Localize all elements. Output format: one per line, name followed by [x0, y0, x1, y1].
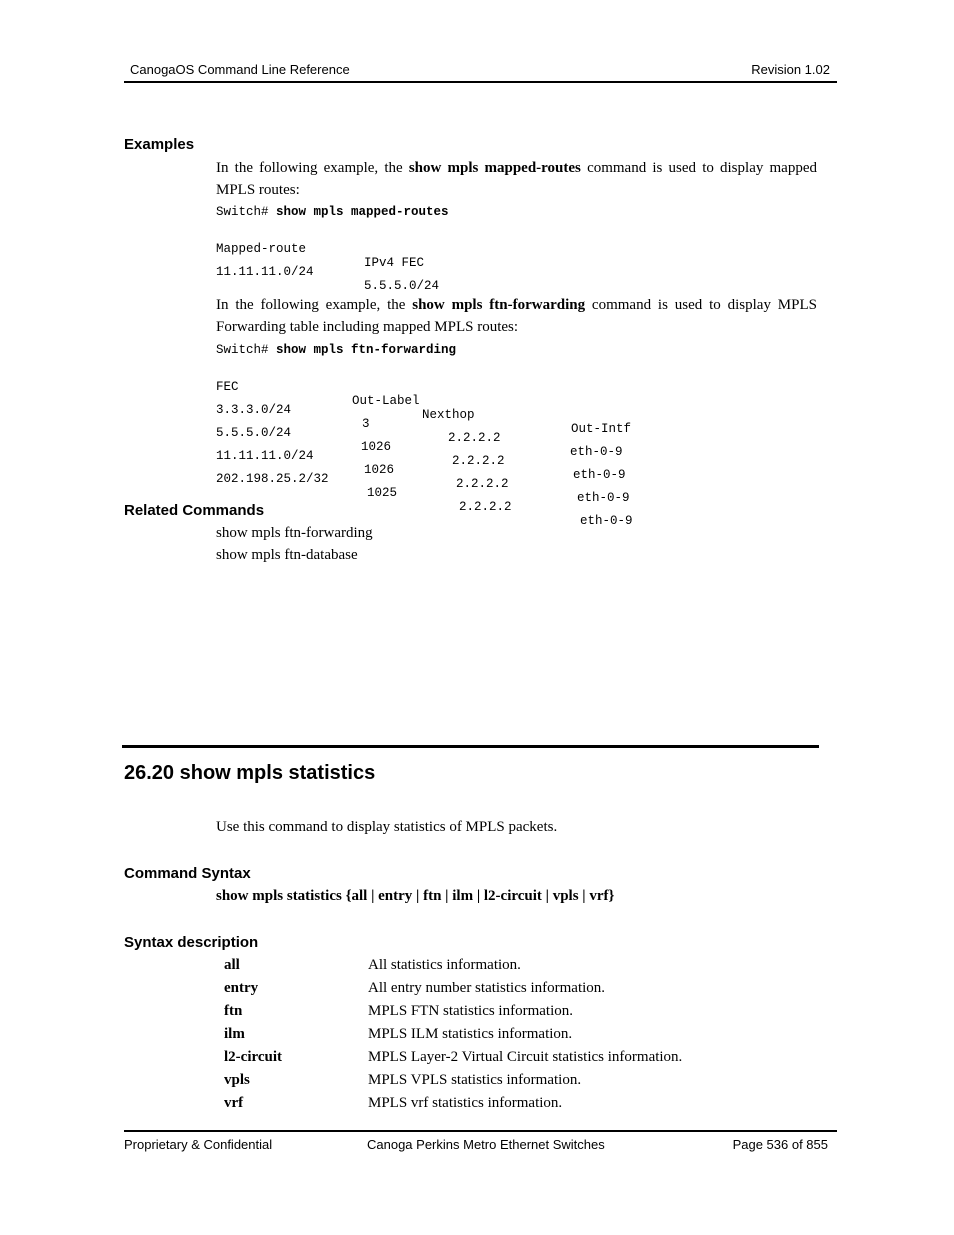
- syntax-definition: MPLS VPLS statistics information.: [368, 1072, 582, 1088]
- related-command-item: show mpls ftn-forwarding: [216, 525, 373, 541]
- related-commands-heading: Related Commands: [124, 502, 265, 519]
- header-rule: [124, 81, 837, 83]
- syntax-definition: MPLS Layer-2 Virtual Circuit statistics information.: [368, 1049, 683, 1065]
- syntax-term: ilm: [224, 1026, 245, 1042]
- code-header-row: FEC Out-Label Nexthop Out-Intf: [216, 380, 632, 436]
- syntax-definition: All entry number statistics information.: [368, 980, 606, 996]
- examples-paragraph-1: In the following example, the show mpls mapped-routes command is used to display mapped MPLS routes:: [216, 160, 817, 198]
- syntax-term: l2-circuit: [224, 1049, 283, 1065]
- code-row: 5.5.5.0/24 1026 2.2.2.2 eth-0-9: [216, 426, 626, 482]
- code-prompt-line-2: Switch# show mpls ftn-forwarding: [216, 343, 457, 357]
- code-row: Mapped-route IPv4 FEC: [216, 242, 425, 270]
- related-command-item: show mpls ftn-database: [216, 547, 358, 563]
- code-row: 3.3.3.0/24 3 2.2.2.2 eth-0-9: [216, 403, 623, 459]
- code-prompt-line-1: Switch# show mpls mapped-routes: [216, 205, 449, 219]
- footer-rule: [124, 1130, 837, 1132]
- syntax-term: all: [224, 957, 240, 973]
- examples-paragraph-2: In the following example, the show mpls ftn-forwarding command is used to display MPLS Forwarding table including mapped MPLS routes:: [216, 297, 817, 335]
- syntax-definition: MPLS vrf statistics information.: [368, 1095, 563, 1111]
- code-row: 11.11.11.0/24 1026 2.2.2.2 eth-0-9: [216, 449, 630, 505]
- section-rule: [122, 745, 819, 748]
- command-syntax-heading: Command Syntax: [124, 865, 251, 882]
- syntax-definition: MPLS FTN statistics information.: [368, 1003, 574, 1019]
- command-syntax-text: show mpls statistics {all | entry | ftn | ilm | l2-circuit | vpls | vrf}: [216, 888, 615, 904]
- examples-heading: Examples: [124, 136, 195, 153]
- code-row: 202.198.25.2/32 1025 2.2.2.2 eth-0-9: [216, 472, 633, 528]
- footer-page-number: Page 536 of 855: [732, 1137, 828, 1152]
- header-title: CanogaOS Command Line Reference: [130, 62, 350, 77]
- inline-command: show mpls mapped-routes: [408, 160, 581, 176]
- inline-command: show mpls ftn-forwarding: [412, 297, 586, 313]
- syntax-description-heading: Syntax description: [124, 934, 259, 951]
- footer-left: Proprietary & Confidential: [124, 1137, 273, 1152]
- syntax-definition: MPLS ILM statistics information.: [368, 1026, 573, 1042]
- code-row: 11.11.11.0/24 5.5.5.0/24: [216, 265, 440, 293]
- syntax-term: ftn: [224, 1003, 243, 1019]
- section-title: 26.20 show mpls statistics: [124, 762, 376, 784]
- header-revision: Revision 1.02: [751, 62, 830, 77]
- footer-center: Canoga Perkins Metro Ethernet Switches: [367, 1137, 605, 1152]
- syntax-term: vpls: [224, 1072, 250, 1088]
- syntax-term: vrf: [224, 1095, 244, 1111]
- section-intro: Use this command to display statistics of MPLS packets.: [216, 819, 558, 835]
- syntax-term: entry: [224, 980, 259, 996]
- syntax-definition: All statistics information.: [368, 957, 521, 973]
